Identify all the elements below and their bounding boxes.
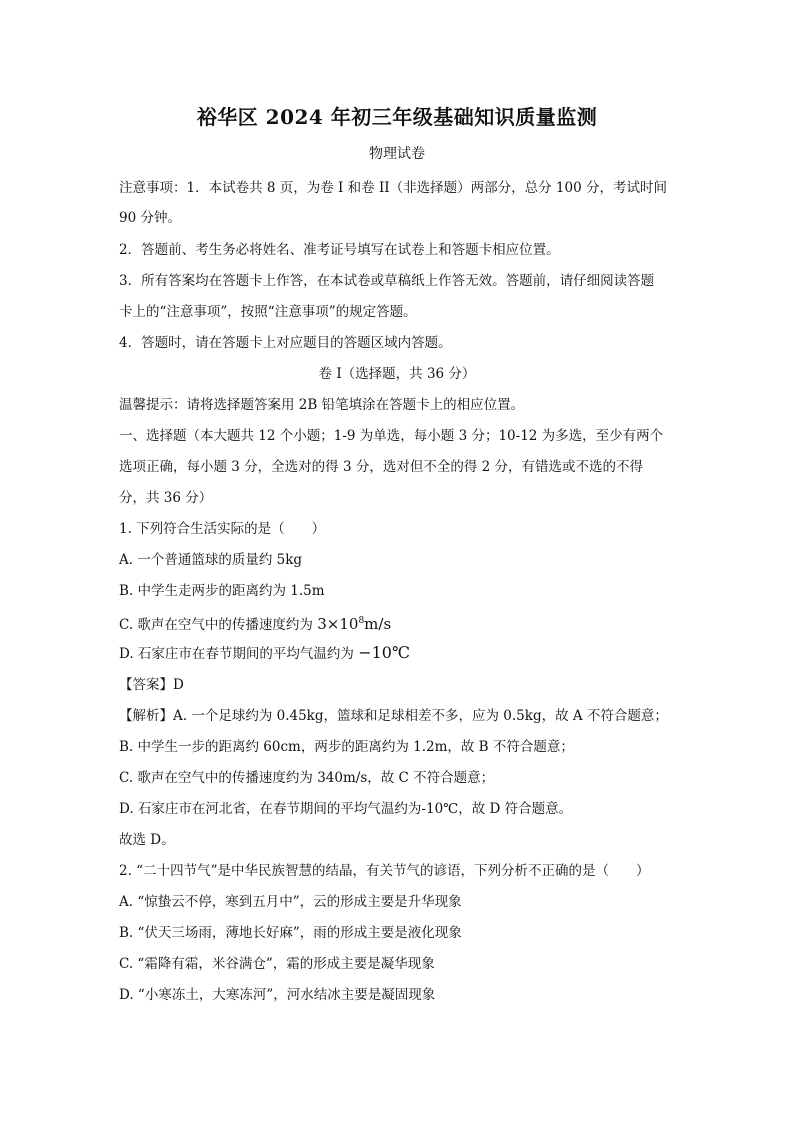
option-d-text: D. 石家庄市在春节期间的平均气温约为	[119, 646, 359, 662]
question-1-answer: 【答案】D	[119, 677, 184, 693]
question-2-option-a: A. “惊蛰云不停，寒到五月中”，云的形成主要是升华现象	[119, 894, 462, 910]
note-line: 2．答题前、考生务必将姓名、准考证号填写在试卷上和答题卡相应位置。	[119, 242, 560, 258]
question-1-stem: 1. 下列符合生活实际的是（ ）	[119, 521, 326, 537]
question-1-option-b: B. 中学生走两步的距离约为 1.5m	[119, 583, 325, 599]
option-d-formula: −10℃	[358, 643, 410, 662]
instruction-line: 选项正确，每小题 3 分，全选对的得 3 分，选对但不全的得 2 分，有错选或不选的不得	[119, 459, 644, 475]
page-subtitle: 物理试卷	[369, 146, 425, 162]
note-line: 注意事项：1．本试卷共 8 页，为卷 I 和卷 II（非选择题）两部分，总分 100 分，考试时间	[119, 180, 667, 196]
analysis-line: 【解析】A. 一个足球约为 0.45kg，篮球和足球相差不多，应为 0.5kg，故 A 不符合题意；	[119, 708, 668, 724]
question-1-option-a: A. 一个普通篮球的质量约 5kg	[119, 552, 303, 568]
note-line: 3．所有答案均在答题卡上作答，在本试卷或草稿纸上作答无效。答题前，请仔细阅读答题	[119, 273, 655, 289]
note-line: 4．答题时，请在答题卡上对应题目的答题区域内答题。	[119, 335, 452, 351]
question-2-stem: 2. “二十四节气”是中华民族智慧的结晶，有关节气的谚语，下列分析不正确的是（ ）	[119, 863, 650, 879]
question-1-option-d	[119, 643, 679, 664]
section-title: 卷 I（选择题，共 36 分）	[318, 366, 476, 382]
option-c-unit: m/s	[364, 615, 392, 633]
section-tip: 温馨提示：请将选择题答案用 2B 铅笔填涂在答题卡上的相应位置。	[119, 397, 525, 413]
note-line: 卡上的“注意事项”，按照“注意事项”的规定答题。	[119, 304, 417, 320]
note-line: 90 分钟。	[119, 210, 181, 226]
option-c-formula: 3×10	[317, 615, 359, 633]
instruction-line: 分，共 36 分）	[119, 490, 213, 506]
option-c-text: C. 歌声在空气中的传播速度约为	[119, 617, 318, 633]
analysis-line: C. 歌声在空气中的传播速度约为 340m/s，故 C 不符合题意；	[119, 770, 495, 786]
instruction-line: 一、选择题（本大题共 12 个小题；1-9 为单选，每小题 3 分；10-12 为多选，至少有两个	[119, 428, 664, 444]
question-2-option-b: B. “伏天三场雨，薄地长好麻”，雨的形成主要是液化现象	[119, 925, 462, 941]
question-2-option-d: D. “小寒冻土，大寒冻河”，河水结冰主要是凝固现象	[119, 987, 436, 1003]
analysis-line: 故选 D。	[119, 832, 175, 848]
page-title: 裕华区 2024 年初三年级基础知识质量监测	[196, 105, 598, 129]
option-c-exponent: 8	[358, 616, 365, 626]
analysis-line: D. 石家庄市在河北省，在春节期间的平均气温约为-10℃，故 D 符合题意。	[119, 801, 573, 817]
question-1-option-c	[119, 611, 679, 635]
analysis-line: B. 中学生一步的距离约 60cm，两步的距离约为 1.2m，故 B 不符合题意；	[119, 739, 574, 755]
question-2-option-c: C. “霜降有霜，米谷满仓”，霜的形成主要是凝华现象	[119, 956, 435, 972]
